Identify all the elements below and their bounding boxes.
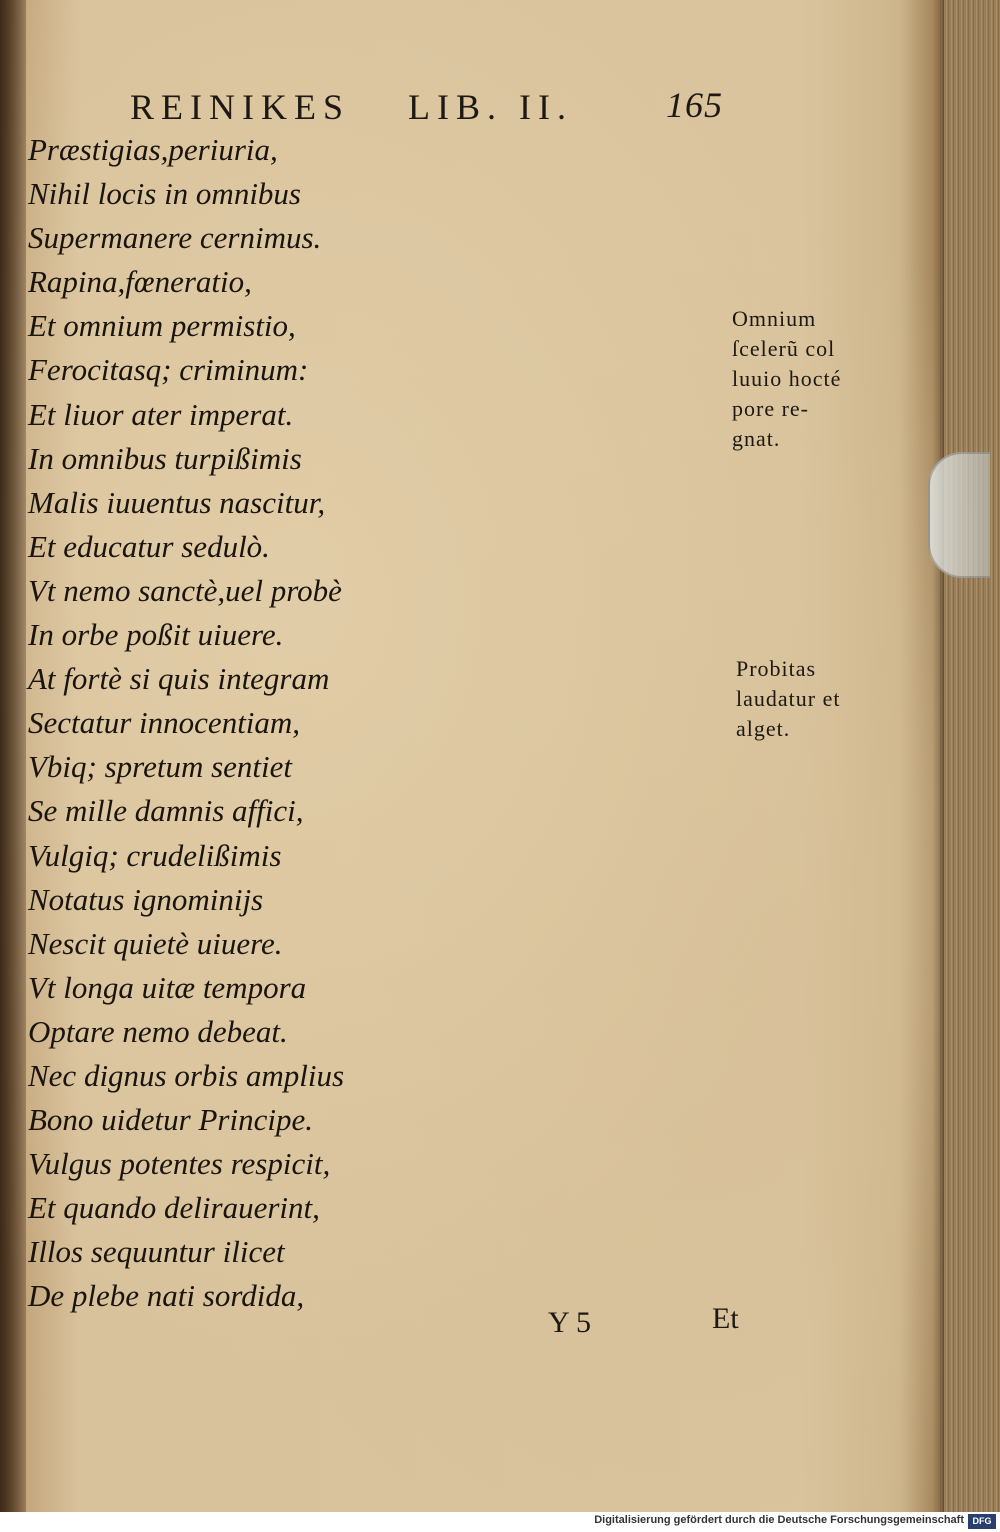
- verse-line: Vt longa uitæ tempora: [28, 969, 307, 1005]
- folio-number: 165: [666, 85, 723, 125]
- verse-line: Et educatur sedulò.: [28, 528, 270, 564]
- fore-edge: [940, 0, 1000, 1512]
- funding-credit: Digitalisierung gefördert durch die Deutsche Forschungsgemeinschaft: [594, 1514, 964, 1526]
- verse-line: Nec dignus orbis amplius: [28, 1057, 345, 1093]
- gutter-shadow: [0, 0, 26, 1512]
- marginal-note-line: alget.: [736, 716, 791, 741]
- marginal-note-line: ſcelerũ col: [732, 336, 836, 361]
- signature-mark: Y 5: [548, 1306, 592, 1339]
- marginal-note-line: Probitas: [736, 656, 817, 681]
- verse-line: Et liuor ater imperat.: [28, 396, 294, 432]
- marginal-note-line: laudatur et: [736, 686, 841, 711]
- catchword: Et: [712, 1302, 739, 1335]
- verse-line: De plebe nati sordida,: [28, 1278, 305, 1314]
- marginal-note-2: [736, 654, 840, 744]
- verse-line: Rapina,fœneratio,: [28, 264, 252, 300]
- verse-line: Et omnium permistio,: [28, 308, 296, 344]
- running-title: REINIKES: [130, 87, 350, 127]
- verse-line: Optare nemo debeat.: [28, 1013, 288, 1049]
- verse-line: Nihil locis in omnibus: [28, 176, 301, 212]
- marginal-note-line: Omnium: [732, 306, 817, 331]
- verse-line: Præstigias,periuria,: [28, 132, 278, 167]
- verse-line: Notatus ignominijs: [28, 881, 264, 917]
- marginal-note-line: pore re-: [732, 396, 810, 421]
- verse-line: Vulgus potentes respicit,: [28, 1146, 331, 1182]
- verse-line: Se mille damnis affici,: [28, 793, 304, 829]
- verse-line: Malis iuuentus nascitur,: [28, 484, 326, 520]
- verse-line: Ferocitasq; criminum:: [28, 352, 309, 388]
- fore-edge-shade: [932, 0, 944, 1512]
- marginal-note-line: luuio hocté: [732, 366, 842, 391]
- marginal-note-line: gnat.: [732, 426, 781, 451]
- verse-line: Vt nemo sanctè,uel probè: [28, 572, 342, 608]
- page-header: [130, 86, 750, 130]
- verse-line: At fortè si quis integram: [28, 661, 330, 697]
- verse-line: Supermanere cernimus.: [28, 220, 322, 256]
- verse-line: Vbiq; spretum sentiet: [28, 749, 293, 785]
- marginal-note-1: [732, 304, 841, 454]
- verse-line: Sectatur innocentiam,: [28, 705, 301, 741]
- book-number: LIB. II.: [408, 87, 573, 127]
- verse-block: [28, 128, 388, 1319]
- verse-line: In orbe poßit uiuere.: [28, 617, 284, 653]
- verse-line: Et quando delirauerint,: [28, 1190, 320, 1226]
- verse-line: Nescit quietè uiuere.: [28, 925, 283, 961]
- page-clip: [928, 452, 990, 578]
- verse-line: Bono uidetur Principe.: [28, 1102, 313, 1138]
- footer-bar: [0, 1512, 1000, 1532]
- dfg-logo: DFG: [968, 1514, 996, 1529]
- verse-line: Illos sequuntur ilicet: [28, 1234, 285, 1270]
- verse-line: In omnibus turpißimis: [28, 440, 302, 476]
- verse-line: Vulgiq; crudelißimis: [28, 837, 282, 873]
